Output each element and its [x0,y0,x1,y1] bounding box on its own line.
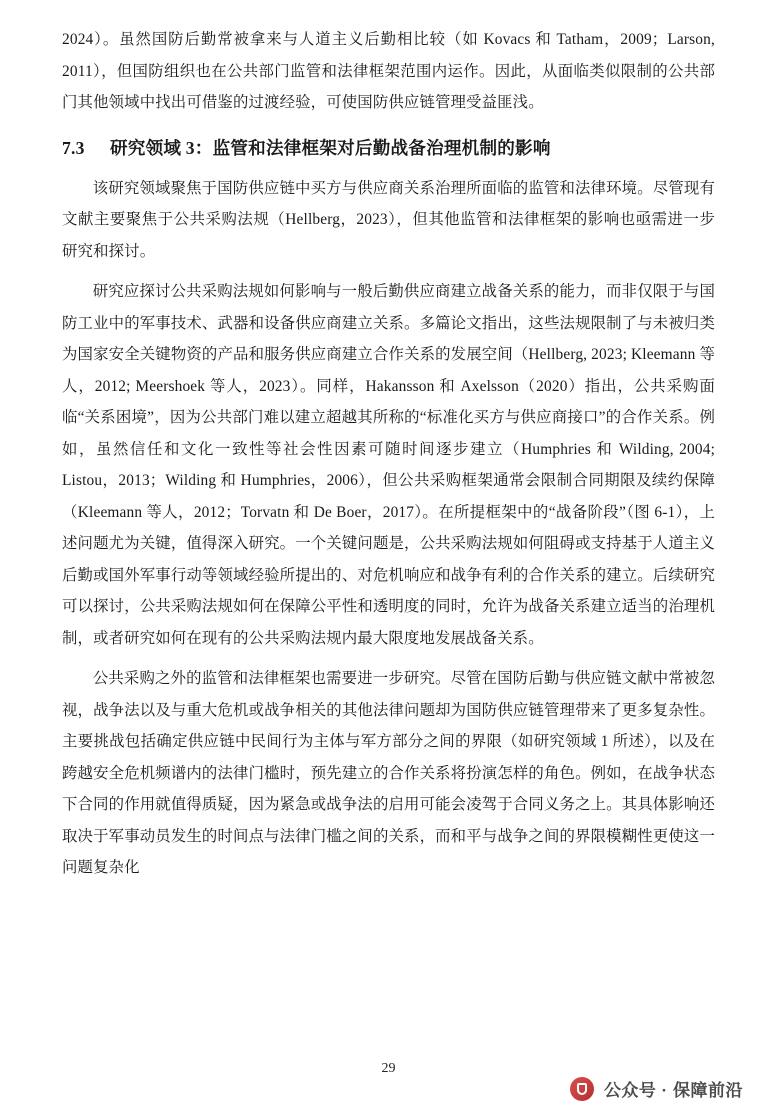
page-number: 29 [381,1061,396,1076]
paragraph-spacer [62,654,715,663]
paragraph-3: 研究应探讨公共采购法规如何影响与一般后勤供应商建立战备关系的能力，而非仅限于与国防工业中的军事技术、武器和设备供应商建立关系。多篇论文指出，这些法规限制了与未被归类为国家安全关键物资的产品和服务供应商建立合作关系的发展空间（Hellberg, 2023; Kleemann 等人，2012; Meershoek 等人，2023）。同样，Hakansson 和 Axelsson（2020）指出，公共采购面临“关系困境”，因为公共部门难以建立超越其所称的“标准化买方与供应商接口”的合作关系。例如，虽然信任和文化一致性等社会性因素可随时间逐步建立（Humphries 和 Wilding, 2004; Listou，2013；Wilding 和 Humphries，2006），但公共采购框架通常会限制合同期限及续约保障（Kleemann 等人，2012；Torvatn 和 De Boer，2017）。在所提框架中的“战备阶段”（图 6-1），上述问题尤为关键，值得深入研究。一个关键问题是，公共采购法规如何阻碍或支持基于人道主义后勤或国外军事行动等领域经验所提出的、对危机响应和战争有利的合作关系的建立。后续研究可以探讨，公共采购法规如何在保障公平性和透明度的同时，允许为战备关系建立适当的治理机制，或者研究如何在现有的公共采购法规内最大限度地发展战备关系。 [62,283,715,647]
shield-logo-icon [570,1077,594,1101]
paragraph-spacer [62,267,715,276]
section-number: 7.3 [62,137,85,158]
section-title: 研究领域 3：监管和法律框架对后勤战备治理机制的影响 [110,137,551,158]
section-heading [62,133,715,163]
watermark-text: 公众号 · 保障前沿 [603,1081,743,1100]
paragraph-4: 公共采购之外的监管和法律框架也需要进一步研究。尽管在国防后勤与供应链文献中常被忽视，战争法以及与重大危机或战争相关的其他法律问题却为国防供应链管理带来了更多复杂性。主要挑战包括确定供应链中民间行为主体与军方部分之间的界限（如研究领域 1 所述），以及在跨越安全危机频谱内的法律门槛时，预先建立的合作关系将扮演怎样的角色。例如，在战争状态下合同的作用就值得质疑，因为紧急或战争法的启用可能会凌驾于合同义务之上。其具体影响还取决于军事动员发生的时间点与法律门槛之间的关系，而和平与战争之间的界限模糊性更使这一问题复杂化 [62,670,715,876]
watermark [570,1076,743,1101]
paragraph-continued: 2024）。虽然国防后勤常被拿来与人道主义后勤相比较（如 Kovacs 和 Tatham，2009；Larson, 2011），但国防组织也在公共部门监管和法律框架范围内运作。因此，从面临类似限制的公共部门其他领域中找出可借鉴的过渡经验，可使国防供应链管理受益匪浅。 [62,31,715,111]
paragraph-2: 该研究领域聚焦于国防供应链中买方与供应商关系治理所面临的监管和法律环境。尽管现有文献主要聚焦于公共采购法规（Hellberg，2023），但其他监管和法律框架的影响也亟需进一步研究和探讨。 [62,179,715,260]
